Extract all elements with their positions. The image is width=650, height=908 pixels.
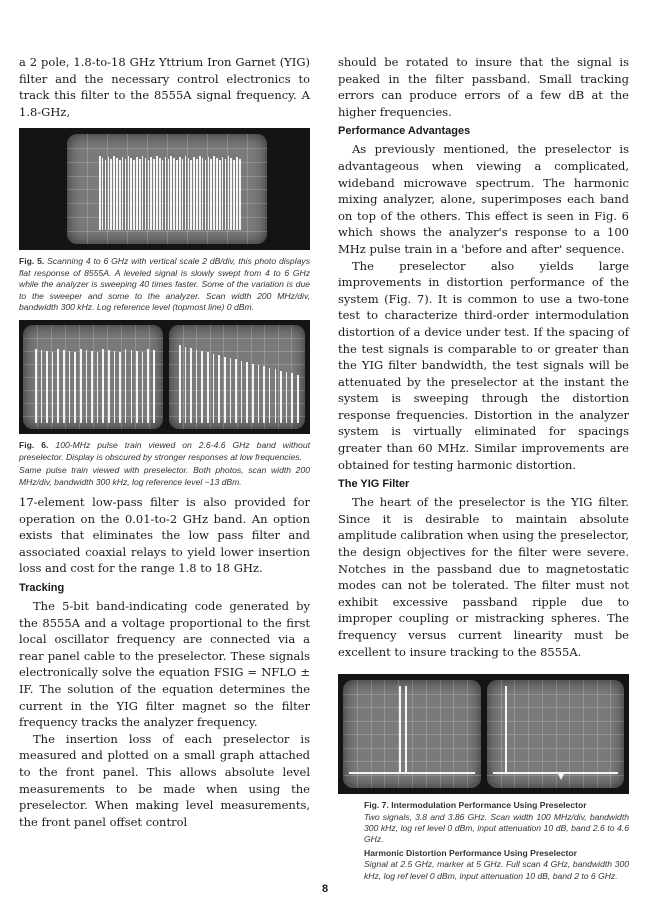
spectral-line xyxy=(246,362,248,423)
spectral-line xyxy=(170,156,172,230)
grid-line xyxy=(87,134,88,244)
spectral-line xyxy=(233,160,235,230)
spectral-line xyxy=(46,351,48,423)
spectral-line xyxy=(213,156,215,230)
spectral-line xyxy=(235,359,237,423)
fig7a-screen xyxy=(343,680,481,788)
spectral-line xyxy=(35,349,37,423)
grid-line xyxy=(37,325,38,429)
spectral-line xyxy=(110,159,112,230)
spectral-line xyxy=(153,350,155,423)
spectral-line xyxy=(202,158,204,230)
grid-line xyxy=(237,325,238,429)
fig5-screen xyxy=(67,134,267,244)
spectral-line xyxy=(131,350,133,423)
spectral-line xyxy=(116,158,118,230)
spectral-line xyxy=(199,156,201,230)
spectral-line xyxy=(210,159,212,230)
insertion-loss-paragraph: The insertion loss of each preselector is measured and plotted on a small graph attached to the front panel. This allows absolute level measurements to be made when using the preselector. When making level measurements, the front panel offset control xyxy=(19,731,310,829)
spectral-line xyxy=(136,351,138,423)
spectral-line xyxy=(128,156,130,230)
spectral-line xyxy=(165,157,167,230)
spectral-line xyxy=(125,349,127,423)
fig5-photo xyxy=(19,128,310,250)
spectral-line xyxy=(230,158,232,230)
fig6b-screen xyxy=(169,325,305,429)
spectral-line xyxy=(218,355,220,423)
spectral-line xyxy=(185,156,187,230)
fig6a-screen xyxy=(23,325,163,429)
spectral-line xyxy=(142,156,144,230)
spectral-line xyxy=(102,158,104,230)
spectral-line xyxy=(207,352,209,423)
fig7-label: Fig. 7. Intermodulation Performance Using Preselector xyxy=(364,800,587,811)
spectral-line xyxy=(119,352,121,423)
spectral-line xyxy=(213,354,215,424)
spectral-line xyxy=(119,160,121,230)
distortion-paragraph: The preselector also yields large improvements in distortion performance of the system (Fig. 7). It is common to use a two-tone test to characterize third-order intermodulation distortion of a device under test. If the spacing of the test signals is comparable to or greater than the YIG filter bandwidth, the test signals will be attenuated by the preselector at the instant the system is sweeping through the distortion response frequencies. Distortion in the analyzer system is virtually eliminated for spacings greater than 60 MHz. Similar improvements are obtained for testing harmonic distortion. xyxy=(338,258,629,472)
spectral-line xyxy=(145,158,147,230)
spectral-line xyxy=(139,159,141,230)
fig7-text-2: Signal at 2.5 GHz, marker at 5 GHz. Full scan 4 GHz, bandwidth 300 kHz, log ref level 0 dBm, input attenuation 10 dB, band 2 to 6 GHz. xyxy=(364,859,629,881)
fig6-text-2: Same pulse train viewed with preselector. Both photos, scan width 200 MHz/div, bandwidth 300 kHz, log reference level −13 dBm. xyxy=(19,465,310,487)
spectral-line xyxy=(102,349,104,423)
heading-tracking: Tracking xyxy=(19,582,65,594)
spectral-line xyxy=(156,156,158,230)
spectral-line xyxy=(201,351,203,423)
marker xyxy=(557,772,565,780)
rotate-paragraph: should be rotated to insure that the signal is peaked in the filter passband. Small tracking errors can produce errors of a few dB at the higher frequencies. xyxy=(338,55,629,119)
performance-paragraph: As previously mentioned, the preselector is advantageous when viewing a complicated, wideband microwave spectrum. The harmonic mixing analyzer, alone, superimposes each band on top of the others. This effect is seen in Fig. 6 which shows the analyzer's response to a 100 MHz pulse train in a 'before and after' sequence. xyxy=(338,142,629,256)
tracking-paragraph: The 5-bit band-indicating code generated by the 8555A and a voltage proportional to the first local oscillator frequency are connected via a rear panel cable to the preselector. These signals electronically solve the equation FSIG = NFLO ± IF. The solution of the equation determines the current in the YIG filter magnet so the filter frequency tracks the analyzer frequency. xyxy=(19,599,310,730)
grid-line xyxy=(183,325,184,429)
spectral-line xyxy=(133,160,135,230)
intro-paragraph: a 2 pole, 1.8-to-18 GHz Yttrium Iron Garnet (YIG) filter and the necessary control electronics to track this filter to the 8555A signal frequency. A 1.8-GHz, xyxy=(19,55,310,119)
spectral-line xyxy=(230,358,232,423)
spectral-line xyxy=(219,160,221,230)
spectral-line xyxy=(162,160,164,230)
left-column xyxy=(19,54,310,830)
spectral-line xyxy=(52,352,54,423)
signal-line xyxy=(405,686,407,772)
spectral-line xyxy=(280,371,282,424)
spectral-line xyxy=(269,368,271,424)
signal-line xyxy=(505,686,507,772)
spectral-line xyxy=(57,349,59,423)
spectral-line xyxy=(216,158,218,230)
fig7-photo xyxy=(338,674,629,794)
fig6-caption xyxy=(19,440,310,488)
fig6-photo xyxy=(19,320,310,434)
page-number: 8 xyxy=(321,883,329,895)
spectral-line xyxy=(236,157,238,230)
signal-line xyxy=(399,686,401,772)
spectral-line xyxy=(125,159,127,230)
spectral-line xyxy=(208,157,210,230)
spectral-line xyxy=(258,365,260,423)
fig7-caption xyxy=(338,800,629,882)
fig5-caption xyxy=(19,256,310,313)
spectral-line xyxy=(241,361,243,424)
spectral-line xyxy=(225,159,227,230)
grid-line xyxy=(278,325,279,429)
spectral-line xyxy=(224,357,226,424)
spectral-line xyxy=(222,157,224,230)
spectral-line xyxy=(150,157,152,230)
spectral-line xyxy=(80,349,82,423)
baseline xyxy=(349,772,475,774)
spectral-line xyxy=(63,350,65,423)
spectral-line xyxy=(205,160,207,230)
spectral-line xyxy=(74,352,76,423)
spectral-line xyxy=(196,159,198,230)
spectral-line xyxy=(190,348,192,423)
spectral-line xyxy=(263,366,265,423)
spectral-line xyxy=(179,157,181,230)
spectral-line xyxy=(86,350,88,423)
spectral-line xyxy=(190,160,192,230)
spectral-line xyxy=(122,157,124,230)
spectral-line xyxy=(182,159,184,230)
grid-line xyxy=(93,325,94,429)
spectral-line xyxy=(291,373,293,423)
grid-line xyxy=(210,325,211,429)
yig-paragraph: The heart of the preselector is the YIG filter. Since it is desirable to maintain absolute amplitude calibration when using the preselector, the design objectives for the filter were severe. Notches in the passband due to magnetostatic modes can not be tolerated. The filter must not exhibit excessive passband ripple due to improper coupling or mistracking spheres. The frequency versus current linearity must be excellent to insure tracking to the 8555A. xyxy=(338,495,629,659)
fig5-text: Scanning 4 to 6 GHz with vertical scale 2 dB/div, this photo displays flat response of 8555A. A leveled signal is slowly swept from 4 to 6 GHz while the analyzer is sweeping 40 times faster. Some of the variation is due to the sweeper and some to the analyzer. Scan width 200 MHz/div, bandwidth 300 kHz. Log reference level (topmost line) 0 dBm. xyxy=(19,256,310,312)
spectral-line xyxy=(173,158,175,230)
spectral-line xyxy=(168,159,170,230)
fig6-label: Fig. 6. xyxy=(19,440,49,451)
spectral-line xyxy=(286,372,288,423)
spectral-line xyxy=(91,351,93,423)
spectral-line xyxy=(114,351,116,423)
fig7-label-2: Harmonic Distortion Performance Using Preselector xyxy=(364,847,577,858)
spectral-line xyxy=(105,160,107,230)
spectral-line xyxy=(297,375,299,424)
spectral-line xyxy=(113,156,115,230)
spectral-line xyxy=(69,351,71,423)
spectral-line xyxy=(239,159,241,230)
grid-line xyxy=(65,325,66,429)
spectral-line xyxy=(196,350,198,424)
grid-line xyxy=(247,134,248,244)
spectral-line xyxy=(97,352,99,423)
spectral-line xyxy=(252,364,254,424)
fig7b-screen xyxy=(487,680,624,788)
lowpass-paragraph: 17-element low-pass filter is also provided for operation on the 0.01-to-2 GHz band. An option exists that eliminates the low pass filter and associated coaxial relays to yield lower insertion loss and cost for the range 1.8 to 18 GHz. xyxy=(19,495,310,576)
grid-line xyxy=(121,325,122,429)
spectral-line xyxy=(228,156,230,230)
heading-yig: The YIG Filter xyxy=(338,478,410,491)
fig6-text-1: 100-MHz pulse train viewed on 2.6-4.6 GHz band without preselector. Display is obscured by stronger responses at low frequencies. xyxy=(19,440,310,462)
spectral-line xyxy=(130,158,132,230)
fig7-text-1: Two signals, 3.8 and 3.86 GHz. Scan width 100 MHz/div, bandwidth 300 kHz, log ref level 0 dBm, input attenuation 10 dB, band 2.6 to 4.6 GHz. xyxy=(364,811,629,845)
spectral-line xyxy=(41,350,43,423)
spectral-line xyxy=(99,156,101,230)
spectral-line xyxy=(176,160,178,230)
spectral-line xyxy=(153,159,155,230)
spectral-line xyxy=(188,158,190,230)
spectral-line xyxy=(136,157,138,230)
right-column xyxy=(338,54,629,882)
grid-line xyxy=(149,325,150,429)
spectral-line xyxy=(108,350,110,423)
fig5-label: Fig. 5. xyxy=(19,256,45,267)
spectral-line xyxy=(147,349,149,423)
spectral-line xyxy=(179,345,181,423)
spectral-line xyxy=(275,369,277,423)
spectral-line xyxy=(142,352,144,423)
baseline xyxy=(493,772,618,774)
heading-performance: Performance Advantages xyxy=(338,125,471,138)
spectral-line xyxy=(185,347,187,424)
spectral-line xyxy=(193,157,195,230)
spectral-line xyxy=(108,157,110,230)
spectral-line xyxy=(148,160,150,230)
spectral-line xyxy=(159,158,161,230)
